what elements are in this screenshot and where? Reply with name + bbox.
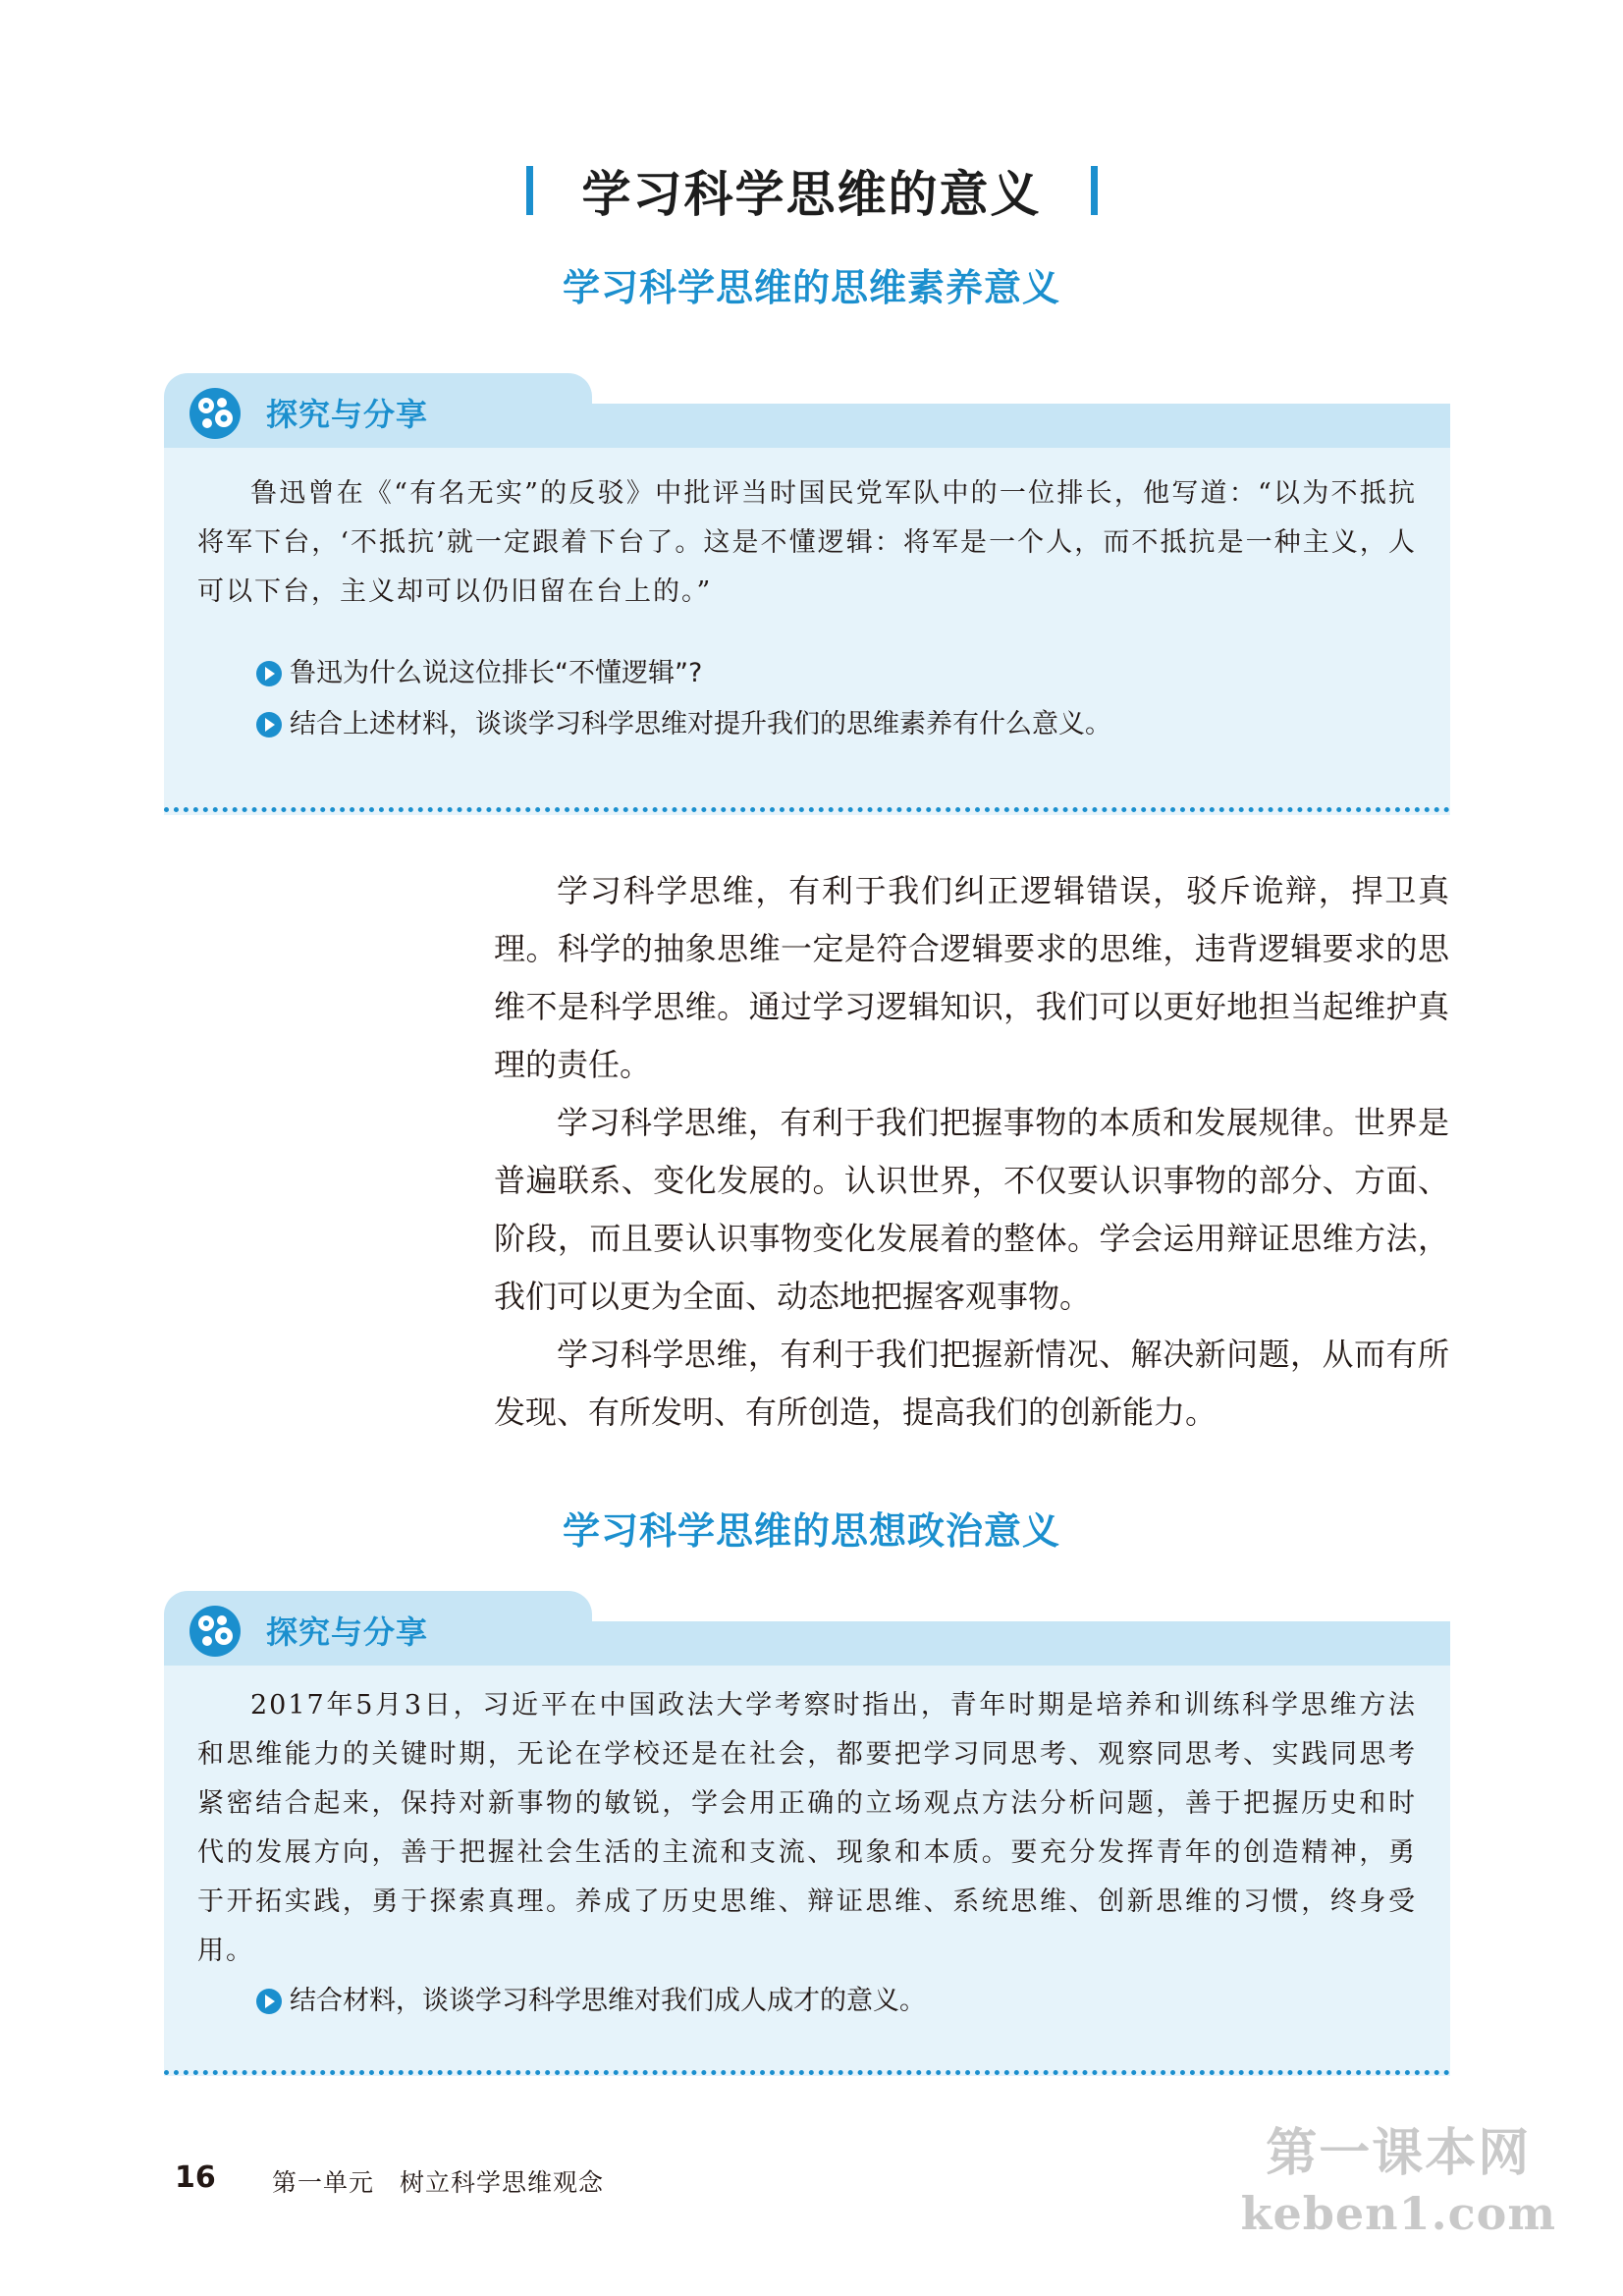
- watermark: [1241, 2121, 1556, 2241]
- section-title: [0, 155, 1623, 226]
- explore-box-body: [164, 448, 1450, 815]
- question-text: 结合材料，谈谈学习科学思维对我们成人成才的意义。: [290, 1986, 926, 2016]
- page-title: 学习科学思维的意义: [581, 166, 1042, 223]
- explore-quote: 2017年5月3日，习近平在中国政法大学考察时指出，青年时期是培养和训练科学思维方法和思维能力的关键时期，无论在学校还是在社会，都要把学习同思考、观察同思考、实践同思考紧密结合起来，保持对新事物的敏锐，学会用正确的立场观点方法分析问题，善于把握历史和时代的发展方向，善于把握社会生活的主流和支流、现象和本质。要充分发挥青年的创造精神，勇于开拓实践，勇于探索真理。养成了历史思维、辩证思维、系统思维、创新思维的习惯，终身受用。: [197, 1690, 1417, 1966]
- arrow-right-icon: [256, 712, 282, 738]
- explore-share-box-1: [164, 373, 1450, 815]
- title-bar-left: [526, 166, 533, 215]
- page-number: 16: [175, 2160, 216, 2195]
- title-bar-right: [1091, 166, 1098, 215]
- explore-share-box-2: [164, 1591, 1450, 2082]
- question-item: [256, 1982, 926, 2021]
- body-paragraph: 学习科学思维，有利于我们纠正逻辑错误，驳斥诡辩，捍卫真理。科学的抽象思维一定是符合逻辑要求的思维，违背逻辑要求的思维不是科学思维。通过学习逻辑知识，我们可以更好地担当起维护真理的责任。: [494, 872, 1449, 1083]
- dotted-divider: [164, 807, 1450, 812]
- watermark-name: 第一课本网: [1266, 2124, 1532, 2183]
- subheading-thinking-literacy: 学习科学思维的思维素养意义: [562, 266, 1060, 309]
- body-paragraph: 学习科学思维，有利于我们把握事物的本质和发展规律。世界是普遍联系、变化发展的。认识世界，不仅要认识事物的部分、方面、阶段，而且要认识事物变化发展着的整体。学会运用辩证思维方法，我们可以更为全面、动态地把握客观事物。: [494, 1104, 1449, 1315]
- subheading-political-significance: 学习科学思维的思想政治意义: [562, 1509, 1060, 1553]
- question-item: [256, 705, 1111, 744]
- explore-tab: [164, 373, 592, 448]
- explore-quote: 鲁迅曾在《“有名无实”的反驳》中批评当时国民党军队中的一位排长，他写道：“以为不抵抗将军下台，‘不抵抗’就一定跟着下台了。这是不懂逻辑：将军是一个人，而不抵抗是一种主义，人可以下台，主义却可以仍旧留在台上的。”: [197, 478, 1417, 607]
- main-body-text: [494, 862, 1449, 1442]
- explore-share-icon: [188, 386, 243, 441]
- explore-box-body: [164, 1666, 1450, 2076]
- explore-share-icon: [188, 1604, 243, 1659]
- explore-tab: [164, 1591, 592, 1666]
- question-text: 鲁迅为什么说这位排长“不懂逻辑”?: [290, 658, 703, 688]
- question-text: 结合上述材料，谈谈学习科学思维对提升我们的思维素养有什么意义。: [290, 709, 1111, 739]
- watermark-url: keben1.com: [1240, 2187, 1556, 2240]
- arrow-right-icon: [256, 661, 282, 686]
- explore-tab-label: 探究与分享: [266, 1613, 429, 1651]
- body-paragraph: 学习科学思维，有利于我们把握新情况、解决新问题，从而有所发现、有所发明、有所创造，提高我们的创新能力。: [494, 1336, 1449, 1431]
- question-item: [256, 654, 702, 693]
- footer-unit-title: 第一单元 树立科学思维观念: [272, 2168, 605, 2197]
- dotted-divider: [164, 2070, 1450, 2075]
- explore-tab-label: 探究与分享: [266, 396, 429, 433]
- arrow-right-icon: [256, 1989, 282, 2014]
